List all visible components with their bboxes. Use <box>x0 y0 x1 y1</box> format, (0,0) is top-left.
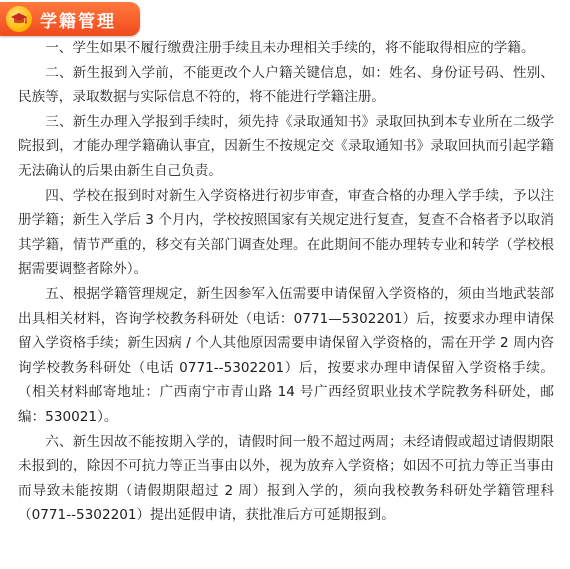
paragraph-3: 三、新生办理入学报到手续时，须先持《录取通知书》录取回执到本专业所在二级学院报到，才能办理学籍确认事宜，因新生不按规定交《录取通知书》录取回执而引起学籍无法确认的后果由新生自己负责。 <box>18 113 554 179</box>
paragraph-6: 六、新生因故不能按期入学的，请假时间一般不超过两周；未经请假或超过请假期限未报到的，除因不可抗力等正当事由以外，视为放弃入学资格；如因不可抗力等正当事由而导致未能按期（请假期限超过 2 周）报到入学的，须向我校教务科研处学籍管理科（0771--5302201）提出延假申请，获批准后方可延期报到。 <box>18 433 554 524</box>
article-body <box>18 36 554 528</box>
section-title-badge <box>0 2 140 36</box>
paragraph-1: 一、学生如果不履行缴费注册手续且未办理相关手续的，将不能取得相应的学籍。 <box>45 40 535 56</box>
paragraph-5: 五、根据学籍管理规定，新生因参军入伍需要申请保留入学资格的，须由当地武装部出具相关材料，咨询学校教务科研处（电话：0771—5302201）后，按要求办理申请保留入学资格手续；新生因病 / 个人其他原因需要申请保留入学资格的，需在开学 2 周内咨询学校教务科研处（电话 0771--5302201）后，按要求办理申请保留入学资格手续。（相关材料邮寄地址：广西南宁市青山路 14 号广西经贸职业技术学院教务科研处，邮编：530021）。 <box>18 285 554 425</box>
graduation-cap-icon <box>6 6 32 32</box>
section-title: 学籍管理 <box>40 11 116 32</box>
paragraph-4: 四、学校在报到时对新生入学资格进行初步审查，审查合格的办理入学手续，予以注册学籍；新生入学后 3 个月内，学校按照国家有关规定进行复查，复查不合格者予以取消其学籍，情节严重的，移交有关部门调查处理。在此期间不能办理转专业和转学（学校根据需要调整者除外）。 <box>18 187 554 278</box>
paragraph-2: 二、新生报到入学前，不能更改个人户籍关键信息，如：姓名、身份证号码、性别、民族等，录取数据与实际信息不符的，将不能进行学籍注册。 <box>18 64 554 106</box>
